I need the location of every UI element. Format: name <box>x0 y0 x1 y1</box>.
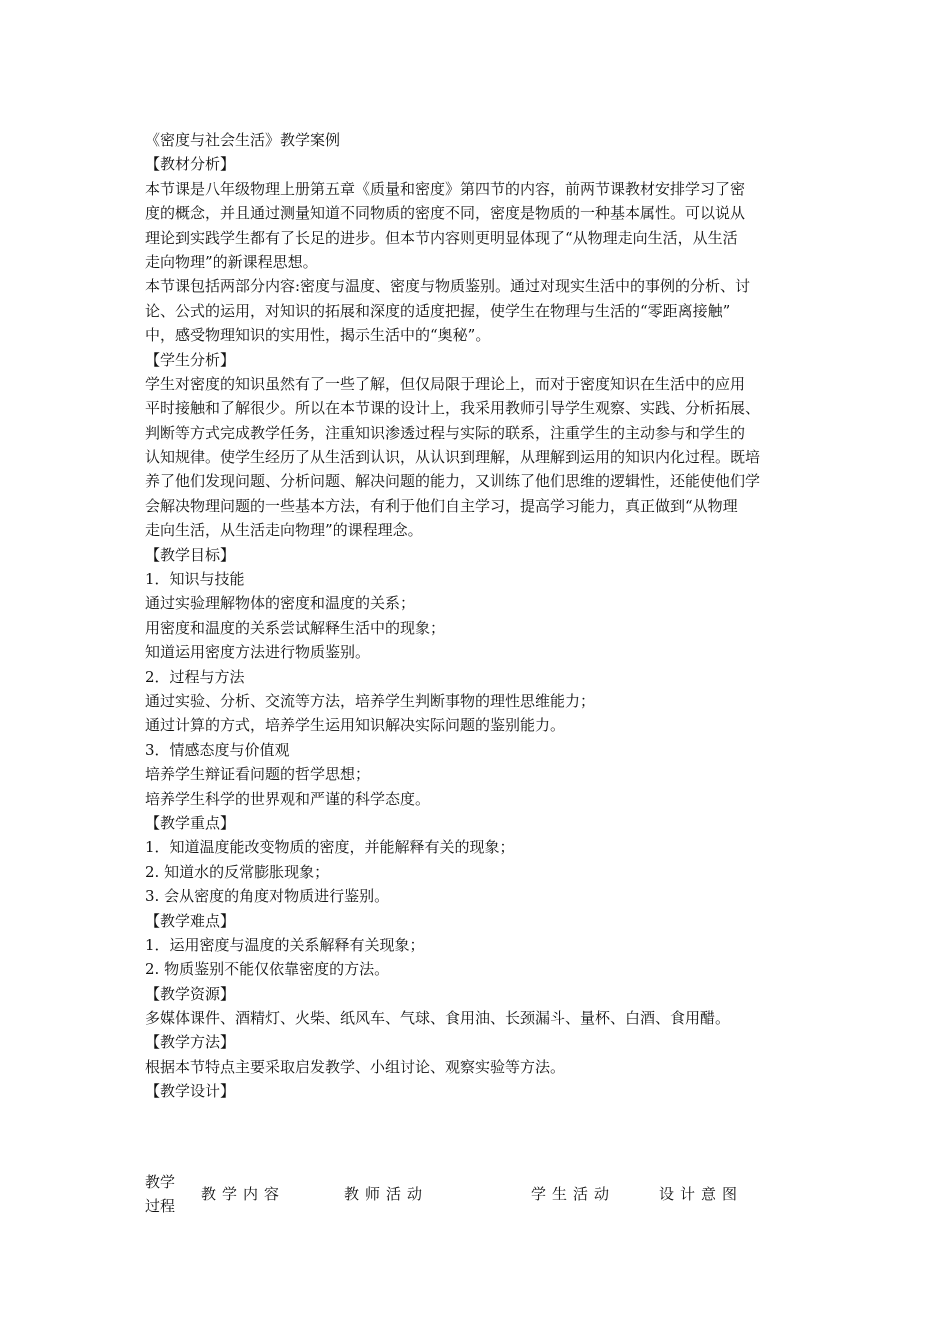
paragraph-line: 2. 知道水的反常膨胀现象； <box>145 862 330 881</box>
paragraph-line: 3. 会从密度的角度对物质进行鉴别。 <box>145 887 390 906</box>
paragraph-line: 根据本节特点主要采取启发教学、小组讨论、观察实验等方法。 <box>145 1057 566 1076</box>
document-sections <box>145 152 809 1103</box>
table-col-content: 教学内容 <box>201 1185 286 1203</box>
paragraph-line: 学生对密度的知识虽然有了一些了解，但仅局限于理论上，而对于密度知识在生活中的应用 <box>145 374 746 393</box>
table-col-teacher: 教师活动 <box>344 1185 429 1203</box>
section-heading: 【教学难点】 <box>145 911 236 930</box>
document-title: 《密度与社会生活》教学案例 <box>145 131 341 149</box>
paragraph-line: 通过计算的方式，培养学生运用知识解决实际问题的鉴别能力。 <box>145 716 566 735</box>
paragraph-line: 会解决物理问题的一些基本方法，有利于他们自主学习，提高学习能力，真正做到“从物理 <box>145 496 738 515</box>
section-heading: 【教学设计】 <box>145 1082 236 1101</box>
paragraph-line: 培养学生辩证看问题的哲学思想； <box>145 765 371 784</box>
paragraph-line: 2. 物质鉴别不能仅依靠密度的方法。 <box>145 960 390 979</box>
document-body <box>145 128 809 1104</box>
paragraph-line: 1．知识与技能 <box>145 570 245 589</box>
table-col-process-line2: 过程 <box>145 1197 176 1215</box>
paragraph-line: 用密度和温度的关系尝试解释生活中的现象； <box>145 618 446 637</box>
section-heading: 【教学方法】 <box>145 1033 236 1052</box>
paragraph-line: 平时接触和了解很少。所以在本节课的设计上，我采用教师引导学生观察、实践、分析拓展、 <box>145 399 761 418</box>
paragraph-line: 多媒体课件、酒精灯、火柴、纸风车、气球、食用油、长颈漏斗、量杯、白酒、食用醋。 <box>145 1009 731 1028</box>
section-heading: 【教材分析】 <box>145 155 236 174</box>
paragraph-line: 本节课包括两部分内容:密度与温度、密度与物质鉴别。通过对现实生活中的事例的分析、讨 <box>145 277 751 296</box>
table-col-process <box>145 1170 185 1218</box>
paragraph-line: 2．过程与方法 <box>145 667 245 686</box>
paragraph-line: 理论到实践学生都有了长足的进步。但本节内容则更明显体现了“从物理走向生活，从生活 <box>145 228 738 247</box>
paragraph-line: 本节课是八年级物理上册第五章《质量和密度》第四节的内容，前两节课教材安排学习了密 <box>145 179 746 198</box>
paragraph-line: 论、公式的运用，对知识的拓展和深度的适度把握，使学生在物理与生活的“零距离接触” <box>145 301 731 320</box>
paragraph-line: 养了他们发现问题、分析问题、解决问题的能力，又训练了他们思维的逻辑性，还能使他们学 <box>145 472 761 491</box>
paragraph-line: 走向物理”的新课程思想。 <box>145 252 318 271</box>
paragraph-line: 知道运用密度方法进行物质鉴别。 <box>145 643 371 662</box>
paragraph-line: 中，感受物理知识的实用性，揭示生活中的“奥秘”。 <box>145 326 491 345</box>
paragraph-line: 度的概念，并且通过测量知道不同物质的密度不同，密度是物质的一种基本属性。可以说从 <box>145 204 746 223</box>
section-heading: 【教学目标】 <box>145 545 236 564</box>
table-col-intent: 设计意图 <box>659 1185 744 1203</box>
table-col-student: 学生活动 <box>531 1185 616 1203</box>
paragraph-line: 走向生活，从生活走向物理”的课程理念。 <box>145 521 423 540</box>
section-heading: 【教学资源】 <box>145 984 236 1003</box>
paragraph-line: 认知规律。使学生经历了从生活到认识，从认识到理解，从理解到运用的知识内化过程。既培 <box>145 448 761 467</box>
section-heading: 【教学重点】 <box>145 813 236 832</box>
paragraph-line: 通过实验理解物体的密度和温度的关系； <box>145 594 416 613</box>
paragraph-line: 3．情感态度与价值观 <box>145 740 290 759</box>
paragraph-line: 判断等方式完成教学任务，注重知识渗透过程与实际的联系，注重学生的主动参与和学生的 <box>145 423 746 442</box>
table-col-process-line1: 教学 <box>145 1173 176 1191</box>
paragraph-line: 1．运用密度与温度的关系解释有关现象； <box>145 935 425 954</box>
paragraph-line: 通过实验、分析、交流等方法，培养学生判断事物的理性思维能力； <box>145 691 596 710</box>
paragraph-line: 1．知道温度能改变物质的密度，并能解释有关的现象； <box>145 838 515 857</box>
paragraph-line: 培养学生科学的世界观和严谨的科学态度。 <box>145 789 431 808</box>
section-heading: 【学生分析】 <box>145 350 236 369</box>
